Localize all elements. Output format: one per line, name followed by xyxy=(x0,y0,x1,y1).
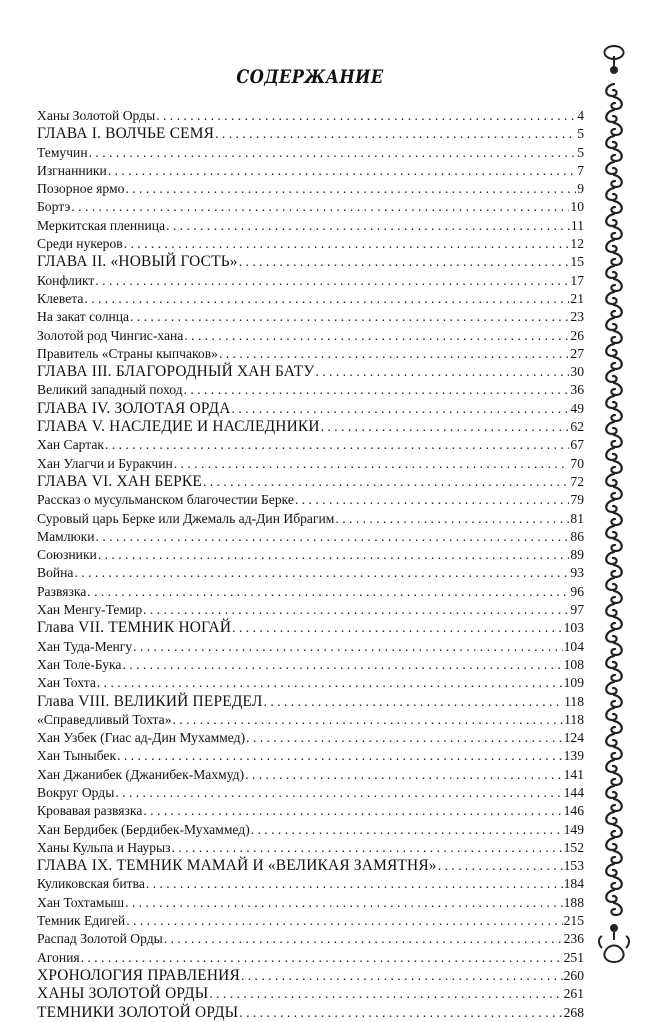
spiral-right-icon xyxy=(611,643,621,655)
toc-page-number: 260 xyxy=(563,967,584,983)
ornament-bottom-icon xyxy=(599,925,629,962)
spiral-left-icon xyxy=(606,474,616,486)
dot-leader xyxy=(251,821,563,839)
dot-leader xyxy=(84,290,569,308)
toc-heading-row xyxy=(37,473,584,491)
spiral-left-icon xyxy=(606,396,616,408)
spiral-left-icon xyxy=(606,448,616,460)
toc-page-number: 5 xyxy=(577,126,584,142)
dot-leader xyxy=(438,857,563,875)
toc-entry-title: ГЛАВА V. НАСЛЕДИЕ И НАСЛЕДНИКИ xyxy=(37,418,320,436)
toc-page-number: 11 xyxy=(570,217,584,233)
toc-entry-title: Хан Туда-Менгу xyxy=(37,638,133,654)
toc-row xyxy=(37,894,584,912)
toc-entry-title: Развязка xyxy=(37,583,87,599)
spiral-left-icon xyxy=(606,188,616,200)
dot-leader xyxy=(98,546,570,564)
dot-leader xyxy=(172,839,563,857)
spiral-left-icon xyxy=(606,136,616,148)
toc-entry-title: ХРОНОЛОГИЯ ПРАВЛЕНИЯ xyxy=(37,966,240,984)
dot-leader xyxy=(97,674,563,692)
toc-page-number: 7 xyxy=(577,162,584,178)
toc-row xyxy=(37,436,584,454)
spiral-left-icon xyxy=(606,344,616,356)
toc-entry-title: Правитель «Страны кыпчаков» xyxy=(37,345,218,361)
spiral-left-icon xyxy=(606,786,616,798)
toc-entry-title: Глава VIII. ВЕЛИКИЙ ПЕРЕДЕЛ xyxy=(37,692,263,710)
dot-leader xyxy=(71,198,569,216)
spiral-right-icon xyxy=(611,383,621,395)
toc-entry-title: ГЛАВА I. ВОЛЧЬЕ СЕМЯ xyxy=(37,125,215,143)
toc-heading-row xyxy=(37,253,584,271)
toc-entry-title: Агония xyxy=(37,949,80,965)
toc-row xyxy=(37,327,584,345)
toc-page-number: 97 xyxy=(570,602,584,618)
toc-entry-title: Хан Менгу-Темир xyxy=(37,602,143,618)
toc-heading-row xyxy=(37,985,584,1003)
spiral-left-icon xyxy=(606,864,616,876)
dot-leader xyxy=(125,894,563,912)
toc-entry-title: Суровый царь Берке или Джемаль ад-Дин Ибрагим xyxy=(37,510,335,526)
dot-leader xyxy=(74,564,569,582)
spiral-right-icon xyxy=(611,97,621,109)
toc-entry-title: ГЛАВА IV. ЗОЛОТАЯ ОРДА xyxy=(37,399,231,417)
dot-leader xyxy=(108,162,576,180)
spiral-left-icon xyxy=(606,812,616,824)
toc-row xyxy=(37,528,584,546)
toc-entry-title: Союзники xyxy=(37,547,97,563)
spiral-right-icon xyxy=(611,123,621,135)
toc-page-number: 9 xyxy=(577,181,584,197)
spiral-right-icon xyxy=(611,669,621,681)
toc-page-number: 261 xyxy=(563,986,584,1002)
toc-page-number: 36 xyxy=(570,382,584,398)
toc-heading-row xyxy=(37,125,584,143)
spiral-left-icon xyxy=(606,630,616,642)
toc-entry-title: Темучин xyxy=(37,144,88,160)
dot-leader xyxy=(125,180,576,198)
spiral-left-icon xyxy=(606,656,616,668)
toc-page-number: 104 xyxy=(563,638,584,654)
toc-page-number: 146 xyxy=(563,803,584,819)
spiral-right-icon xyxy=(611,539,621,551)
spiral-right-icon xyxy=(611,877,621,889)
ornamental-border xyxy=(596,44,632,964)
toc-page-number: 139 xyxy=(563,748,584,764)
toc-row xyxy=(37,875,584,893)
toc-page-number: 86 xyxy=(570,528,584,544)
spiral-left-icon xyxy=(606,682,616,694)
toc-page-number: 109 xyxy=(563,675,584,691)
toc-page-number: 184 xyxy=(563,876,584,892)
dot-leader xyxy=(295,491,569,509)
toc-page-number: 10 xyxy=(570,199,584,215)
dot-leader xyxy=(122,656,562,674)
toc-page-number: 149 xyxy=(563,821,584,837)
dot-leader xyxy=(245,766,562,784)
toc-row xyxy=(37,930,584,948)
spiral-right-icon xyxy=(611,773,621,785)
spiral-right-icon xyxy=(611,851,621,863)
spiral-right-icon xyxy=(611,591,621,603)
spiral-right-icon xyxy=(611,357,621,369)
toc-page-number: 79 xyxy=(570,492,584,508)
dot-leader xyxy=(164,930,563,948)
toc-entry-title: Хан Улагчи и Буракчин xyxy=(37,455,173,471)
toc-entry-title: Кровавая развязка xyxy=(37,803,143,819)
toc-row xyxy=(37,729,584,747)
toc-page-number: 30 xyxy=(570,364,584,380)
toc-entry-title: Вокруг Орды xyxy=(37,784,115,800)
toc-entry-title: Хан Джанибек (Джанибек-Махмуд) xyxy=(37,766,245,782)
toc-row xyxy=(37,162,584,180)
toc-page-number: 4 xyxy=(577,108,584,123)
toc-row xyxy=(37,711,584,729)
toc-entry-title: Изгнанники xyxy=(37,162,107,178)
dot-leader xyxy=(95,272,569,290)
dot-leader xyxy=(209,985,562,1003)
toc-entry-title: «Справедливый Тохта» xyxy=(37,711,172,727)
toc-page-number: 93 xyxy=(570,565,584,581)
ornament-top-icon xyxy=(604,46,623,73)
toc-entry-title: Хан Тыныбек xyxy=(37,748,117,764)
toc-entry-title: Распад Золотой Орды xyxy=(37,931,163,947)
spiral-left-icon xyxy=(606,838,616,850)
spiral-right-icon xyxy=(611,565,621,577)
spiral-left-icon xyxy=(606,500,616,512)
toc-heading-row xyxy=(37,693,584,711)
dot-leader xyxy=(156,107,576,125)
toc-page-number: 49 xyxy=(570,400,584,416)
spiral-left-icon xyxy=(606,266,616,278)
toc-entry-title: Война xyxy=(37,565,74,581)
toc-row xyxy=(37,144,584,162)
spiral-right-icon xyxy=(611,513,621,525)
toc-entry-title: Бортэ xyxy=(37,199,71,215)
dot-leader xyxy=(321,418,570,436)
dot-leader xyxy=(146,875,563,893)
toc-entry-title: Меркитская пленница xyxy=(37,217,166,233)
toc-heading-row xyxy=(37,418,584,436)
spiral-right-icon xyxy=(611,201,621,213)
toc-entry-title: Глава VII. ТЕМНИК НОГАЙ xyxy=(37,619,232,637)
toc-entry-title: Позорное ярмо xyxy=(37,181,125,197)
toc-page-number: 103 xyxy=(563,620,584,636)
toc-page-number: 144 xyxy=(563,784,584,800)
toc-heading-row xyxy=(37,967,584,985)
dot-leader xyxy=(166,217,570,235)
spiral-right-icon xyxy=(611,279,621,291)
toc-entry-title: ГЛАВА III. БЛАГОРОДНЫЙ ХАН БАТУ xyxy=(37,363,315,381)
toc-row xyxy=(37,381,584,399)
toc-row xyxy=(37,674,584,692)
toc-row xyxy=(37,272,584,290)
toc-row xyxy=(37,290,584,308)
toc-page-number: 124 xyxy=(563,730,584,746)
spiral-left-icon xyxy=(606,370,616,382)
toc-page-number: 21 xyxy=(570,290,584,306)
toc-page-number: 118 xyxy=(564,693,584,709)
dot-leader xyxy=(184,327,569,345)
spiral-right-icon xyxy=(611,747,621,759)
toc-page-number: 96 xyxy=(570,583,584,599)
spiral-left-icon xyxy=(606,526,616,538)
toc-entry-title: Золотой род Чингис-хана xyxy=(37,327,184,343)
toc-page-number: 5 xyxy=(577,144,584,160)
toc-heading-row xyxy=(37,1004,584,1022)
toc-row xyxy=(37,747,584,765)
spiral-left-icon xyxy=(606,110,616,122)
toc-page-number: 152 xyxy=(563,839,584,855)
toc-row xyxy=(37,839,584,857)
toc-entry-title: Хан Сартак xyxy=(37,437,104,453)
spiral-right-icon xyxy=(611,903,621,915)
toc-entry-title: Великий западный поход xyxy=(37,382,183,398)
dot-leader xyxy=(105,436,569,454)
toc-page-number: 67 xyxy=(570,437,584,453)
toc-row xyxy=(37,510,584,528)
spiral-right-icon xyxy=(611,175,621,187)
dot-leader xyxy=(81,949,563,967)
spiral-chain-icon xyxy=(606,84,622,915)
spiral-left-icon xyxy=(606,708,616,720)
spiral-right-icon xyxy=(611,331,621,343)
spiral-left-icon xyxy=(606,422,616,434)
toc-page-number: 70 xyxy=(570,455,584,471)
toc-page-number: 118 xyxy=(564,711,584,727)
dot-leader xyxy=(96,528,570,546)
spiral-left-icon xyxy=(606,214,616,226)
toc-entry-title: Мамлюки xyxy=(37,528,95,544)
dot-leader xyxy=(232,619,562,637)
toc-heading-row xyxy=(37,400,584,418)
toc-entry-title: ГЛАВА IX. ТЕМНИК МАМАЙ И «ВЕЛИКАЯ ЗАМЯТНЯ» xyxy=(37,857,437,875)
toc-row xyxy=(37,217,584,235)
toc-entry-title: Хан Тохта xyxy=(37,675,96,691)
toc-entry-title: Среди нукеров xyxy=(37,236,123,252)
toc-row xyxy=(37,235,584,253)
spiral-left-icon xyxy=(606,552,616,564)
toc-entry-title: ХАНЫ ЗОЛОТОЙ ОРДЫ xyxy=(37,985,209,1003)
toc-page-number: 15 xyxy=(570,254,584,270)
dot-leader xyxy=(130,308,569,326)
spiral-right-icon xyxy=(611,799,621,811)
toc-heading-row xyxy=(37,857,584,875)
dot-leader xyxy=(126,912,562,930)
spiral-right-icon xyxy=(611,253,621,265)
dot-leader xyxy=(174,455,570,473)
spiral-left-icon xyxy=(606,734,616,746)
toc-entry-title: Темник Едигей xyxy=(37,913,126,929)
toc-row xyxy=(37,564,584,582)
toc-row xyxy=(37,821,584,839)
dot-leader xyxy=(239,1004,562,1022)
toc-page-number: 89 xyxy=(570,547,584,563)
toc-entry-title: Клевета xyxy=(37,290,84,306)
toc-row xyxy=(37,912,584,930)
dot-leader xyxy=(219,345,569,363)
toc-page-number: 17 xyxy=(570,272,584,288)
toc-page-number: 141 xyxy=(563,766,584,782)
toc-row xyxy=(37,198,584,216)
toc-entry-title: На закат солнца xyxy=(37,309,130,325)
spiral-left-icon xyxy=(606,578,616,590)
dot-leader xyxy=(241,967,563,985)
toc-row xyxy=(37,638,584,656)
spiral-left-icon xyxy=(606,240,616,252)
spiral-right-icon xyxy=(611,825,621,837)
toc-entry-title: ГЛАВА II. «НОВЫЙ ГОСТЬ» xyxy=(37,253,238,271)
toc-row xyxy=(37,583,584,601)
spiral-right-icon xyxy=(611,695,621,707)
dot-leader xyxy=(203,473,569,491)
spiral-right-icon xyxy=(611,305,621,317)
dot-leader xyxy=(173,711,564,729)
dot-leader xyxy=(89,144,577,162)
dot-leader xyxy=(87,583,569,601)
toc-row xyxy=(37,949,584,967)
spiral-right-icon xyxy=(611,435,621,447)
toc-page-number: 12 xyxy=(570,236,584,252)
spiral-left-icon xyxy=(606,162,616,174)
toc-row xyxy=(37,491,584,509)
toc-row xyxy=(37,802,584,820)
toc-page-number: 108 xyxy=(563,656,584,672)
dot-leader xyxy=(246,729,563,747)
toc-page-number: 72 xyxy=(570,473,584,489)
toc-row xyxy=(37,656,584,674)
toc-page-number: 268 xyxy=(563,1004,584,1020)
toc-entry-title: Конфликт xyxy=(37,272,95,288)
dot-leader xyxy=(315,363,569,381)
dot-leader xyxy=(264,693,564,711)
dot-leader xyxy=(184,381,570,399)
dot-leader xyxy=(133,638,562,656)
spiral-right-icon xyxy=(611,227,621,239)
spiral-left-icon xyxy=(606,760,616,772)
dot-leader xyxy=(215,125,576,143)
toc-entry-title: Хан Узбек (Гиас ад-Дин Мухаммед) xyxy=(37,730,246,746)
toc-heading-row xyxy=(37,619,584,637)
spiral-left-icon xyxy=(606,318,616,330)
toc-page-number: 81 xyxy=(570,510,584,526)
dot-leader xyxy=(143,802,562,820)
spiral-right-icon xyxy=(611,461,621,473)
dot-leader xyxy=(232,400,570,418)
toc-entry-title: Ханы Кульпа и Наурыз xyxy=(37,839,171,855)
toc-row xyxy=(37,345,584,363)
spiral-right-icon xyxy=(611,149,621,161)
toc-row xyxy=(37,601,584,619)
toc-entry-title: Хан Бердибек (Бердибек-Мухаммед) xyxy=(37,821,250,837)
toc-entry-title: ГЛАВА VI. ХАН БЕРКЕ xyxy=(37,472,202,490)
page-title: СОДЕРЖАНИЕ xyxy=(236,66,384,88)
toc-page-number: 62 xyxy=(570,419,584,435)
toc-page-number: 236 xyxy=(563,931,584,947)
dot-leader xyxy=(115,784,562,802)
spiral-right-icon xyxy=(611,409,621,421)
dot-leader xyxy=(143,601,569,619)
dot-leader xyxy=(239,253,570,271)
toc-page-number: 153 xyxy=(563,858,584,874)
toc-page-number: 251 xyxy=(563,949,584,965)
toc-row xyxy=(37,766,584,784)
dot-leader xyxy=(124,235,570,253)
toc-page-number: 23 xyxy=(570,309,584,325)
spiral-left-icon xyxy=(606,84,616,96)
toc-row xyxy=(37,180,584,198)
toc-entry-title: Хан Тохтамыш xyxy=(37,894,125,910)
table-of-contents xyxy=(37,107,584,1022)
toc-page-number: 26 xyxy=(570,327,584,343)
toc-page-number: 215 xyxy=(563,913,584,929)
spiral-right-icon xyxy=(611,721,621,733)
toc-page-number: 188 xyxy=(563,894,584,910)
spiral-right-icon xyxy=(611,487,621,499)
spiral-left-icon xyxy=(606,292,616,304)
toc-heading-row xyxy=(37,363,584,381)
toc-page-number: 27 xyxy=(570,345,584,361)
toc-entry-title: Хан Толе-Бука xyxy=(37,656,122,672)
toc-row xyxy=(37,308,584,326)
toc-entry-title: Рассказ о мусульманском благочестии Берке xyxy=(37,492,294,508)
toc-row xyxy=(37,107,584,125)
dot-leader xyxy=(335,510,569,528)
toc-entry-title: Куликовская битва xyxy=(37,876,145,892)
spiral-right-icon xyxy=(611,617,621,629)
spiral-left-icon xyxy=(606,604,616,616)
toc-entry-title: Ханы Золотой Орды xyxy=(37,108,156,123)
toc-row xyxy=(37,546,584,564)
toc-row xyxy=(37,784,584,802)
spiral-left-icon xyxy=(606,890,616,902)
toc-row xyxy=(37,455,584,473)
toc-entry-title: ТЕМНИКИ ЗОЛОТОЙ ОРДЫ xyxy=(37,1003,239,1021)
dot-leader xyxy=(117,747,563,765)
